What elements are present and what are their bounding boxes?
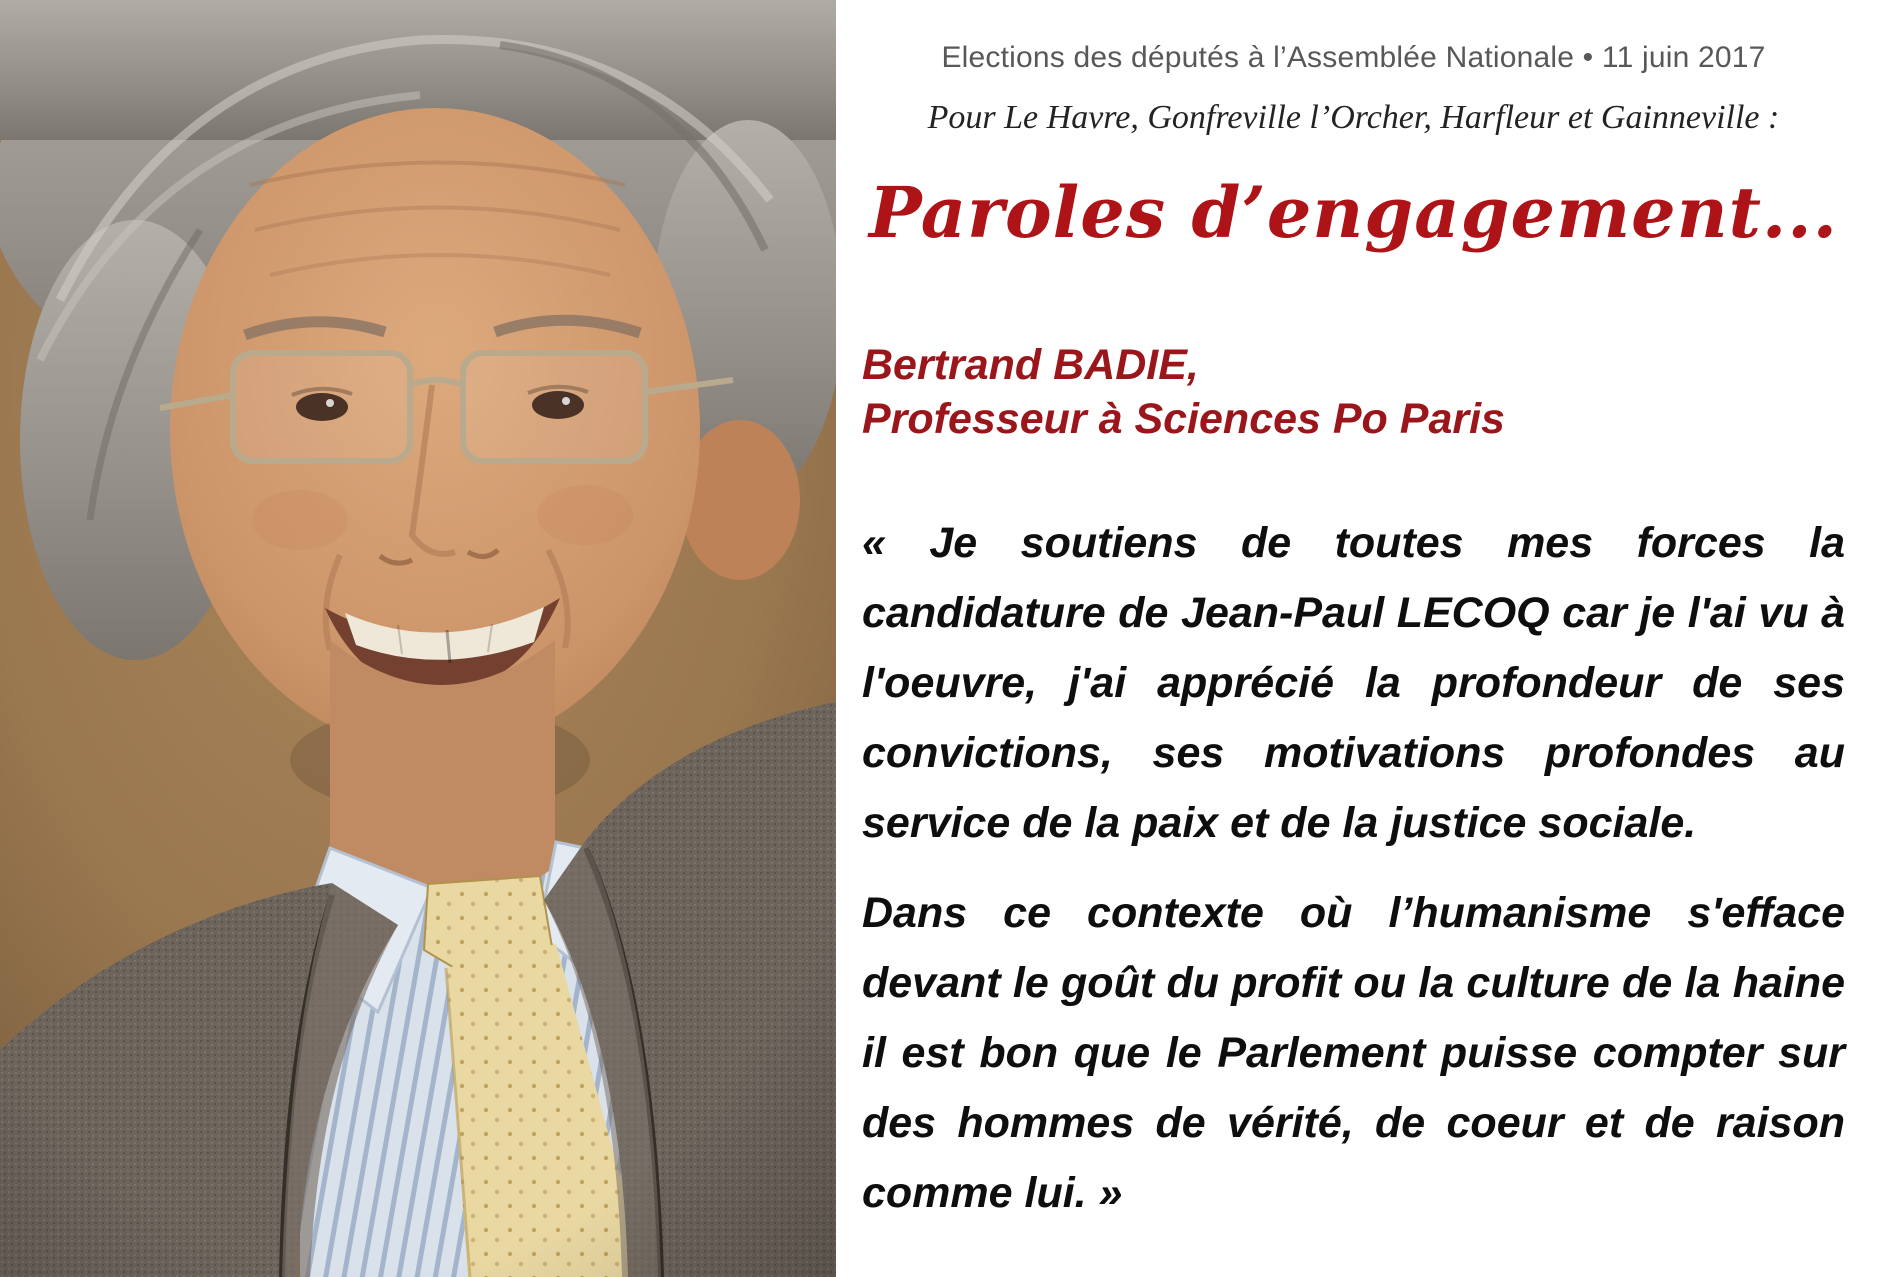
candidate-photo xyxy=(0,0,836,1277)
endorser-name: Bertrand BADIE, xyxy=(862,341,1199,389)
page-title: Paroles d’engagement... xyxy=(868,171,1839,254)
endorser-role: Professeur à Sciences Po Paris xyxy=(862,395,1505,443)
photo-vignette xyxy=(0,0,836,1277)
text-panel xyxy=(836,0,1890,1277)
quote-paragraph-2: Dans ce contexte où l’humanisme s'efface devant le goût du profit ou la culture de la haine il est bon que le Parlement puisse compter sur des hommes de vérité, de coeur et de raison comme lui. » xyxy=(862,889,1845,1217)
quote-paragraph-1: « Je soutiens de toutes mes forces la candidature de Jean-Paul LECOQ car je l'ai vu à l'oeuvre, j'ai apprécié la profondeur de ses convictions, ses motivations profondes au service de la paix et de la justice sociale. xyxy=(862,519,1845,847)
region-subheader: Pour Le Havre, Gonfreville l’Orcher, Harfleur et Gainneville : xyxy=(927,99,1780,136)
endorser-block xyxy=(862,338,1845,446)
election-header: Elections des députés à l’Assemblée Nationale • 11 juin 2017 xyxy=(941,41,1766,74)
